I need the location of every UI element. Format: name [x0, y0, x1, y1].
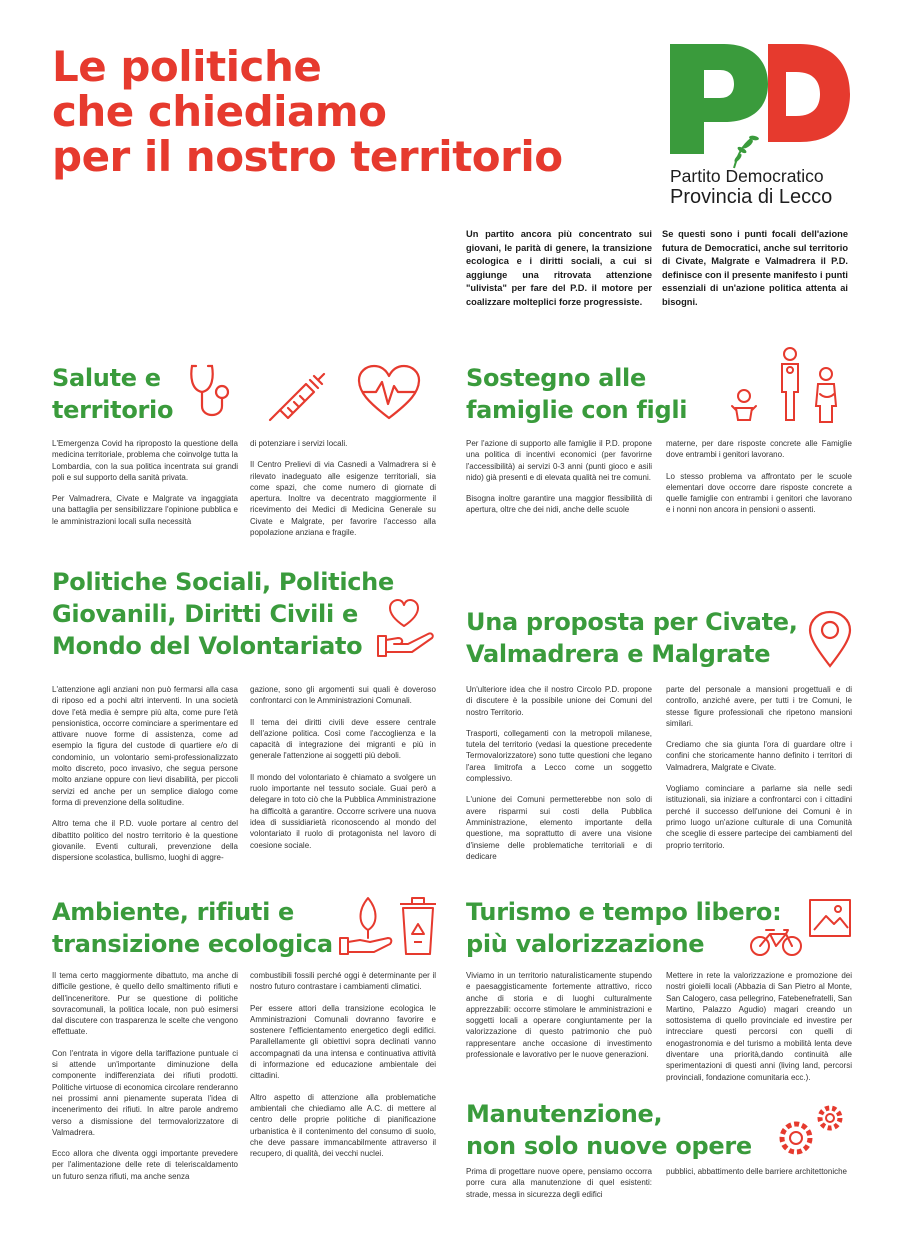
manutenzione-text-col1: Prima di progettare nuove opere, pensiamo occorra porre cura alla manutenzione di quel esistenti: strade, messa in sicurezza degli edifici [466, 1167, 652, 1199]
proposta-text-col2: parte del personale a mansioni progettuali e di controllo, anziché avere, per tutti i tre Comuni, le stesse figure professionali che ripetono mansioni similari. Crediamo che sia giunta l'ora di guardare oltre i confini che storicamente hanno definito i territori di Valmadrera, Malgrate e Civate. Vogliamo cominciare a parlarne sia nelle sedi istituzionali, sia iniziare a confrontarci con i cittadini perché il successo dell'unione dei Comuni è in primo luogo un'azione culturale di una Comunità che sceglie di essere partecipe dei cambiamenti del proprio territorio. [666, 685, 852, 850]
family-icon [722, 344, 852, 426]
sociali-text-col1: L'attenzione agli anziani non può fermarsi alla casa di riposo ed a pochi altri interventi. In una società dove l'età media è sempre più alta, come pure l'età pensionistica, occorre cominciare a sperimentare ed attivare nuove forme di assistenza, come ad esempio la figura del custode di quartiere e/o di condominio, un volontario semi-professionalizzato molto discreto, poco invasivo, che segua persone molto anziane oppure con lievi disabilità, per piccoli servizi ed anche per un semplice dialogo come forma di prevenzione della solitudine. Altro tema che il P.D. vuole portare al centro del dibattito politico del nostro territorio è la questione giovanile. Eventi culturali, prevenzione della dispersione scolastica, bullismo, luoghi di aggre- [52, 685, 238, 863]
manutenzione-text-col2: pubblici, abbattimento delle barriere architettoniche [666, 1167, 847, 1176]
logo-text: Partito Democratico Provincia di Lecco [670, 166, 833, 208]
pd-logo-mark [668, 42, 858, 172]
bicycle-icon [748, 928, 804, 958]
syringe-icon [266, 364, 328, 424]
famiglie-text-col2: materne, per dare risposte concrete alle Famiglie dove entrambi i genitori lavorano. Lo stesso problema va affrontato per le scuole elementari dove occorre dare risposte concrete a quelle famiglie con entrambi i genitori che lavorano e i nonni non ancora in pensioni o assenti. [666, 439, 852, 515]
stethoscope-icon [186, 362, 234, 424]
page-title: Le politiche che chiediamo per il nostro territorio [52, 42, 563, 181]
turismo-text-col1: Viviamo in un territorio naturalisticamente stupendo e paesaggisticamente fortemente attrattivo, ricco anche di storia e di luoghi culturalmente apprezzabili: occorre stimolare le amministrazioni e soggetti locali a operare congiuntamente per la valorizzazione di questo patrimonio che può rappresentare anche occasione di investimento professionale e lavorativo per le nuove generazioni. [466, 971, 652, 1060]
picture-icon [808, 898, 852, 938]
ambiente-text-col2: combustibili fossili perché oggi è determinante per il nostro futuro contrastare i cambiamenti climatici. Per essere attori della transizione ecologica le Amministrazioni Comunali dovranno favorire e sostenere l'efficientamento energetico degli edifici. Parallellamente gli obiettivi sopra declinati vanno accompagnati da una intensa e continuativa attività di informazione ed educazione ambientale dei cittadini. Altro aspetto di attenzione alla problematiche ambientali che chiediamo alle A.C. di mettere al centro delle proprie politiche di pianificazione urbanistica è il contenimento del consumo di suolo, che deve passare immancabilmente attraverso il recupero, di qualità, dei vecchi nuclei. [250, 971, 436, 1159]
section-title-salute: Salute e territorio [52, 364, 174, 424]
section-title-proposta: Una proposta per Civate, Valmadrera e Malgrate [466, 608, 798, 668]
intro-paragraph-2: Se questi sono i punti focali dell'azione futura de Democratici, anche sul territorio di Civate, Malgrate e Valmadrera il P.D. definisce con il presente manifesto i punti essenziali di un'azione politica attenta ai bisogni. [662, 229, 848, 307]
salute-text-col2: di potenziare i servizi locali. Il Centro Prelievi di via Casnedi a Valmadrera si è rilevato inadeguato alle esigenze territoriali, sia come spazi, che come numero di giornate di apertura. Inoltre va decentrato maggiormente il ricevimento dei Medici di Medicina Generale su Civate e Malgrate, per favorire l'accesso alla popolazione anziana e fragile. [250, 439, 436, 538]
section-title-manutenzione: Manutenzione, non solo nuove opere [466, 1100, 752, 1160]
section-title-sociali: Politiche Sociali, Politiche Giovanili, Diritti Civili e Mondo del Volontariato [52, 568, 394, 660]
intro-paragraph-1: Un partito ancora più concentrato sui giovani, le parità di genere, la transizione ecologica e i diritti sociali, a cui si aggiunge una ritrovata attenzione "ulivista" per fare del P.D. il motore per coalizzare molteplici forze progressiste. [466, 229, 652, 307]
turismo-text-col2: Mettere in rete la valorizzazione e promozione dei nostri gioielli locali (Abbazia di San Pietro al Monte, San Calogero, casa pellegrino, Fatebenefratelli, San Martino, Palazzo Agudio) magari creando un sottosistema di quello provinciale ed investire per intrecciare questi percorsi con quelli di enogastronomia e del turismo a mobilità lenta deve diventare una priorità,dando continuità alle sperimentazioni di questi anni (living land, percorsi provinciali, fondazione comunitaria ecc.). [666, 971, 852, 1082]
heart-hand-icon [374, 596, 436, 664]
heartbeat-icon [356, 364, 422, 422]
section-title-ambiente: Ambiente, rifiuti e transizione ecologica [52, 898, 333, 958]
gears-icon [772, 1102, 852, 1160]
section-title-famiglie: Sostegno alle famiglie con figli [466, 364, 688, 424]
salute-text-col1: L'Emergenza Covid ha riproposto la questione della medicina territoriale, problema che coinvolge tutta la Lombardia, con la sua politica incentrata sui grandi poli e sul supporto della sanità privata. Per Valmadrera, Civate e Malgrate va ingaggiata una battaglia per sensibilizzare l'opinione pubblica e le amministrazioni locali sulla necessità [52, 439, 238, 526]
ambiente-text-col1: Il tema certo maggiormente dibattuto, ma anche di difficile gestione, è quello dello smaltimento rifiuti e dell'inceneritore. Pur se questione di politiche sovracomunali, la politica locale, non può esimersi dal discutere con trasparenza le scelte che vengono effettuate. Con l'entrata in vigore della tariffazione puntuale ci si attende un'importante diminuzione della componente indifferenziata dei rifiuti prodotti. Politiche virtuose di economica circolare renderanno nei prossimi anni pienamente superata l'idea di incenerimento dei rifiuti. In altre parole andremo verso a dismissione del termovalorizzatore di Valmadrera. Ecco allora che diventa oggi importante prevedere per l'alimentazione delle rete di teleriscaldamento un futuro senza rifiuti, ma anche senza [52, 971, 238, 1181]
plant-hand-icon [338, 894, 394, 958]
sociali-text-col2: gazione, sono gli argomenti sui quali è doveroso confrontarci con le Amministrazioni Comunali. Il tema dei diritti civili deve essere centrale dell'azione politica. Così come l'accoglienza e la capacità di integrazione dei migranti e più in generale l'attenzione ai soggetti più deboli. Il mondo del volontariato è chiamato a svolgere un ruolo importante nel tessuto sociale. Guai però a delegare in toto ciò che la Pubblica Amministrazione ha difficoltà a garantire. Occorre scrivere una nuova idea di sussidiarietà riconoscendo al mondo del volontariato il ruolo di protagonista nel lavoro di coesione sociale. [250, 685, 436, 850]
recycle-bin-icon [398, 894, 438, 958]
proposta-text-col1: Un'ulteriore idea che il nostro Circolo P.D. propone di discutere è la possibile unione dei Comuni del nostro Territorio. Trasporti, collegamenti con la metropoli milanese, tutela del territorio (vedasi la questione precedente Termovalorizzatore) sono tutte questioni che legano l'area limitrofa a Lecco come un soggetto complessivo. L'unione dei Comuni permetterebbe non solo di avere risparmi sui costi della Pubblica Amministrazione, elemento importante della questione, ma soprattutto di avere una visione d'insieme delle problematiche territoriali e di dedicare [466, 685, 652, 861]
section-title-turismo: Turismo e tempo libero: più valorizzazione [466, 898, 782, 958]
map-pin-icon [806, 610, 854, 670]
famiglie-text-col1: Per l'azione di supporto alle famiglie il P.D. propone una politica di incentivi economici (per favorirne l'accessibilità) ai servizi 0-3 anni (punti gioco e asili nido) già presenti e di elevata qualità nei tre comuni. Bisogna inoltre garantire una maggior flessibilità di apertura, oltre che dei nidi, anche delle scuole [466, 439, 652, 515]
